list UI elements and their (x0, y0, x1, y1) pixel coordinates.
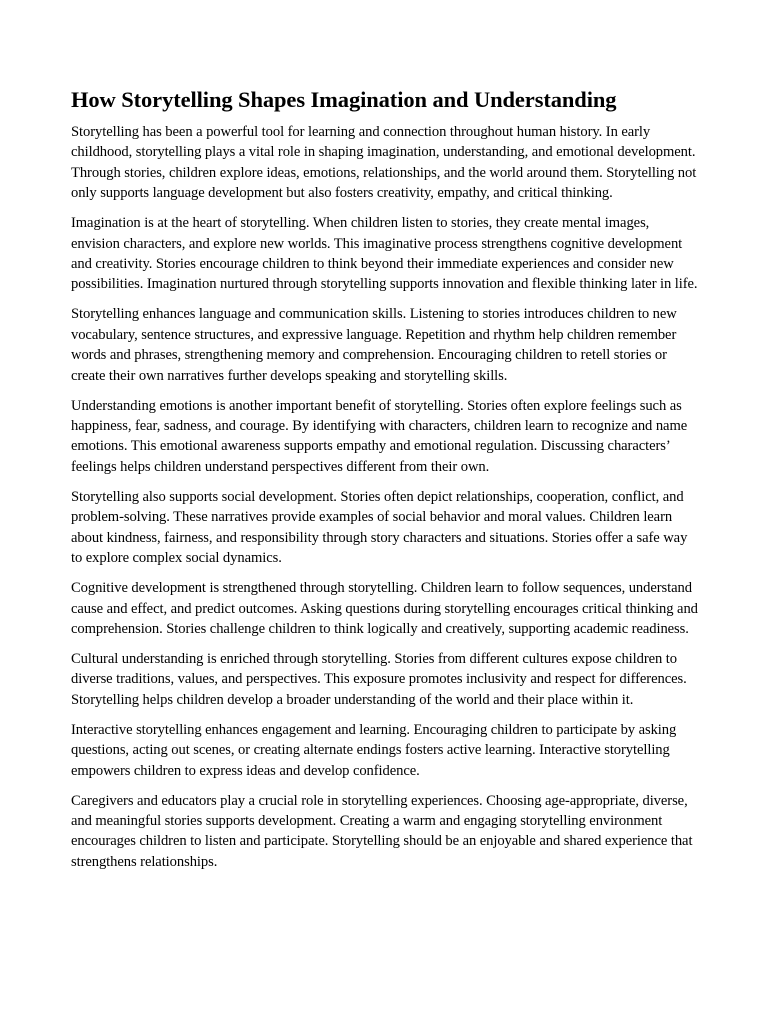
paragraph-social: Storytelling also supports social development. Stories often depict relationships, cooperation, conflict, and problem-solving. These narratives provide examples of social behavior and moral values. Children learn about kindness, fairness, and responsibility through story characters and situations. Stories offer a safe way to explore complex social dynamics. (71, 488, 688, 567)
document-title: How Storytelling Shapes Imagination and Understanding (71, 87, 617, 112)
paragraph-imagination: Imagination is at the heart of storytelling. When children listen to stories, they create mental images, envision characters, and explore new worlds. This imaginative process strengthens cognitive development and creativity. Stories encourage children to think beyond their immediate experiences and consider new possibilities. Imagination nurtured through storytelling supports innovation and flexible thinking later in life. (71, 215, 698, 293)
paragraph-cultural: Cultural understanding is enriched through storytelling. Stories from different cultures expose children to diverse traditions, values, and perspectives. This exposure promotes inclusivity and respect for differences. Storytelling helps children develop a broader understanding of the world and their place within it. (71, 650, 687, 708)
document-page (71, 84, 701, 882)
paragraph-cognitive: Cognitive development is strengthened through storytelling. Children learn to follow sequences, understand cause and effect, and predict outcomes. Asking questions during storytelling encourages critical thinking and comprehension. Stories challenge children to think logically and creatively, supporting academic readiness. (71, 580, 698, 637)
paragraph-emotions: Understanding emotions is another important benefit of storytelling. Stories often explore feelings such as happiness, fear, sadness, and courage. By identifying with characters, children learn to recognize and name emotions. This emotional awareness supports empathy and emotional regulation. Discussing characters’ feelings helps children understand perspectives different from their own. (71, 397, 688, 475)
paragraph-caregivers: Caregivers and educators play a crucial role in storytelling experiences. Choosing age-appropriate, diverse, and meaningful stories supports development. Creating a warm and engaging storytelling environment encourages children to listen and participate. Storytelling should be an enjoyable and shared experience that strengthens relationships. (71, 792, 693, 870)
paragraph-intro: Storytelling has been a powerful tool for learning and connection throughout human history. In early childhood, storytelling plays a vital role in shaping imagination, understanding, and emotional development. Through stories, children explore ideas, emotions, relationships, and the world around them. Storytelling not only supports language development but also fosters creativity, empathy, and critical thinking. (71, 124, 697, 202)
paragraph-language: Storytelling enhances language and communication skills. Listening to stories introduces children to new vocabulary, sentence structures, and expressive language. Repetition and rhythm help children remember words and phrases, strengthening memory and comprehension. Encouraging children to retell stories or create their own narratives further develops speaking and storytelling skills. (71, 306, 677, 384)
paragraph-interactive: Interactive storytelling enhances engagement and learning. Encouraging children to participate by asking questions, acting out scenes, or creating alternate endings fosters active learning. Interactive storytelling empowers children to express ideas and develop confidence. (71, 721, 677, 779)
